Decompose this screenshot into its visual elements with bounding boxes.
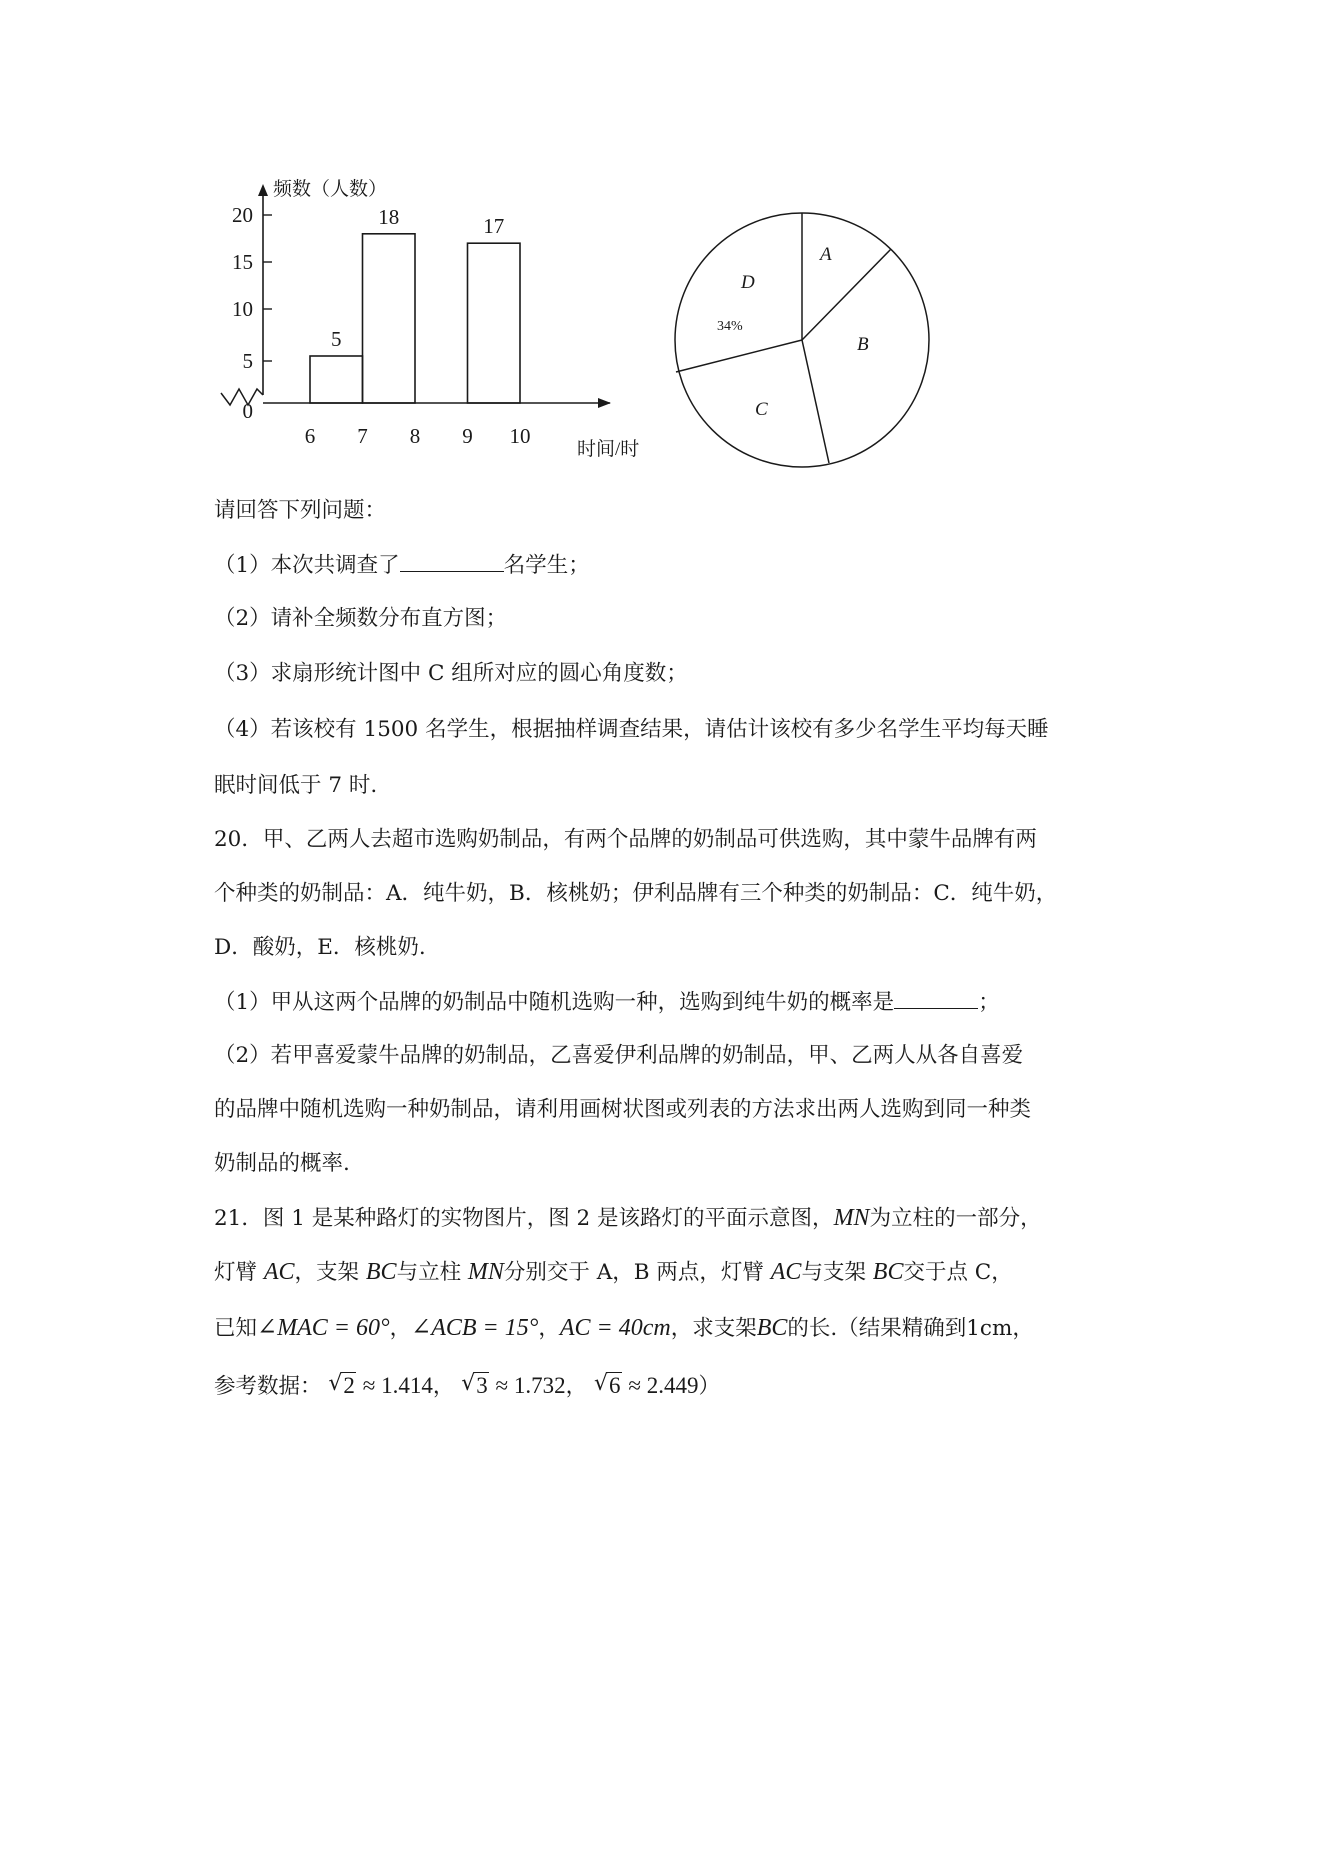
- math-angle-acb: ∠ACB = 15°: [411, 1315, 539, 1341]
- y-tick-label: 10: [232, 297, 253, 321]
- answer-blank-1[interactable]: [400, 551, 504, 572]
- math-bc: BC: [756, 1315, 788, 1341]
- p21-l4-sep-2: ，: [565, 1374, 588, 1399]
- pie-percent-d: 34%: [717, 319, 743, 334]
- problem-21-line-4: [214, 1372, 720, 1401]
- question-4-line-2: 眠时间低于 7 时.: [214, 773, 378, 798]
- math-ac: AC: [770, 1259, 802, 1285]
- reference-data-label: 参考数据：: [214, 1374, 322, 1399]
- question-1-text-a: （1）本次共调查了: [214, 553, 400, 578]
- question-1: [214, 551, 590, 580]
- question-2: （2）请补全频数分布直方图；: [214, 606, 508, 631]
- sqrt-3-value: ≈ 1.732: [495, 1373, 566, 1398]
- x-tick-label: 10: [509, 424, 531, 448]
- sqrt-6: [594, 1372, 622, 1401]
- pie-label-a: A: [820, 244, 832, 265]
- p21-l1-text-a: 21．图 1 是某种路灯的实物图片，图 2 是该路灯的平面示意图，: [214, 1206, 834, 1231]
- problem-20-sub-2-line-3: 奶制品的概率.: [214, 1151, 350, 1176]
- problem-20-line-1: 20．甲、乙两人去超市选购奶制品，有两个品牌的奶制品可供选购，其中蒙牛品牌有两: [214, 827, 1037, 852]
- math-ac: AC: [263, 1259, 295, 1285]
- y-axis-arrow-icon: [258, 184, 268, 196]
- p21-l3-text-d: ，求支架: [670, 1316, 757, 1341]
- sector-chart: [665, 200, 935, 475]
- bar-value-label: 17: [483, 214, 505, 239]
- bar-value-label: 18: [378, 204, 400, 229]
- sqrt-6-arg: 6: [609, 1373, 621, 1398]
- math-bc: BC: [872, 1259, 904, 1285]
- p21-l2-text-b: ，支架: [294, 1260, 360, 1285]
- p21-l1-text-b: 为立柱的一部分，: [869, 1206, 1042, 1231]
- histogram-bars: [310, 205, 520, 403]
- p21-l3-sep-1: ，: [389, 1316, 412, 1341]
- p21-l3-text-a: 已知: [214, 1316, 258, 1341]
- sqrt-6-value: ≈ 2.449: [628, 1373, 699, 1398]
- p21-l2-text-c: 与立柱: [396, 1260, 462, 1285]
- radical-icon: √: [461, 1371, 476, 1396]
- math-ac-length: AC = 40cm: [559, 1315, 671, 1341]
- p21-l4-sep-1: ，: [432, 1374, 455, 1399]
- problem-20-sub-1: [214, 988, 1000, 1017]
- math-mn: MN: [833, 1205, 870, 1231]
- question-4-line-1: （4）若该校有 1500 名学生，根据抽样调查结果，请估计该校有多少名学生平均每天睡: [214, 717, 1049, 742]
- histogram-axes: [221, 184, 611, 448]
- p21-l4-end: ）: [698, 1374, 720, 1399]
- x-tick-label: 6: [304, 424, 316, 448]
- sqrt-2: [328, 1372, 356, 1401]
- pie-slice-border: [676, 340, 802, 372]
- y-tick-label: 20: [232, 203, 253, 227]
- sqrt-2-value: ≈ 1.414: [362, 1373, 433, 1398]
- p21-l2-text-f: 交于点 C，: [903, 1260, 1013, 1285]
- pie-label-d: D: [741, 272, 755, 293]
- questions-intro: 请回答下列问题：: [214, 498, 387, 523]
- p21-l3-sep-2: ，: [538, 1316, 560, 1341]
- problem-21-line-3: [214, 1314, 1034, 1343]
- y-tick-label: 5: [242, 349, 253, 373]
- sqrt-2-arg: 2: [343, 1373, 355, 1398]
- pie-slice-border: [802, 340, 829, 463]
- pie-label-b: B: [857, 334, 869, 355]
- p21-l2-text-e: 与支架: [801, 1260, 866, 1285]
- frequency-histogram: [195, 165, 675, 475]
- pie-slices: [675, 213, 929, 467]
- problem-20-sub-1-text: （1）甲从这两个品牌的奶制品中随机选购一种，选购到纯牛奶的概率是: [214, 990, 895, 1015]
- sqrt-3-arg: 3: [476, 1373, 488, 1398]
- radical-icon: √: [328, 1371, 343, 1396]
- x-tick-label: 9: [462, 424, 473, 448]
- x-axis-label: 时间/时: [577, 439, 640, 460]
- math-angle-mac: ∠MAC = 60°: [257, 1315, 390, 1341]
- histogram-bar: [310, 356, 363, 403]
- problem-20-sub-1-end: ；: [978, 990, 1000, 1015]
- question-3: （3）求扇形统计图中 C 组所对应的圆心角度数；: [214, 661, 688, 686]
- p21-l2-text-d: 分别交于 A，B 两点，灯臂: [503, 1260, 764, 1285]
- problem-21-line-2: [214, 1258, 1013, 1287]
- math-mn: MN: [467, 1259, 504, 1285]
- problem-20-line-2: 个种类的奶制品：A．纯牛奶，B．核桃奶；伊利品牌有三个种类的奶制品：C．纯牛奶，: [214, 881, 1058, 906]
- radical-icon: √: [594, 1371, 609, 1396]
- sqrt-3: [461, 1372, 489, 1401]
- pie-label-c: C: [755, 399, 768, 420]
- problem-20-line-3: D．酸奶，E．核桃奶.: [214, 935, 426, 960]
- histogram-bar: [363, 234, 416, 403]
- x-axis-arrow-icon: [598, 398, 611, 408]
- problem-20-sub-2-line-1: （2）若甲喜爱蒙牛品牌的奶制品，乙喜爱伊利品牌的奶制品，甲、乙两人从各自喜爱: [214, 1043, 1024, 1068]
- y-tick-label: 15: [232, 250, 253, 274]
- y-axis-label: 频数（人数）: [273, 179, 388, 200]
- problem-20-sub-2-line-2: 的品牌中随机选购一种奶制品，请利用画树状图或列表的方法求出两人选购到同一种类: [214, 1097, 1032, 1122]
- bar-value-label: 5: [331, 327, 342, 351]
- math-bc: BC: [365, 1259, 397, 1285]
- x-tick-label: 8: [409, 424, 421, 448]
- problem-21-line-1: [214, 1204, 1042, 1233]
- histogram-bar: [468, 243, 521, 403]
- p21-l2-text-a: 灯臂: [214, 1260, 258, 1285]
- x-tick-label: 7: [357, 424, 368, 448]
- pie-slice-border: [802, 249, 891, 340]
- answer-blank-2[interactable]: [894, 988, 978, 1009]
- p21-l3-text-e: 的长.（结果精确到1cm，: [787, 1316, 1034, 1341]
- question-1-text-b: 名学生；: [503, 553, 590, 578]
- y-tick-label: 0: [242, 399, 253, 423]
